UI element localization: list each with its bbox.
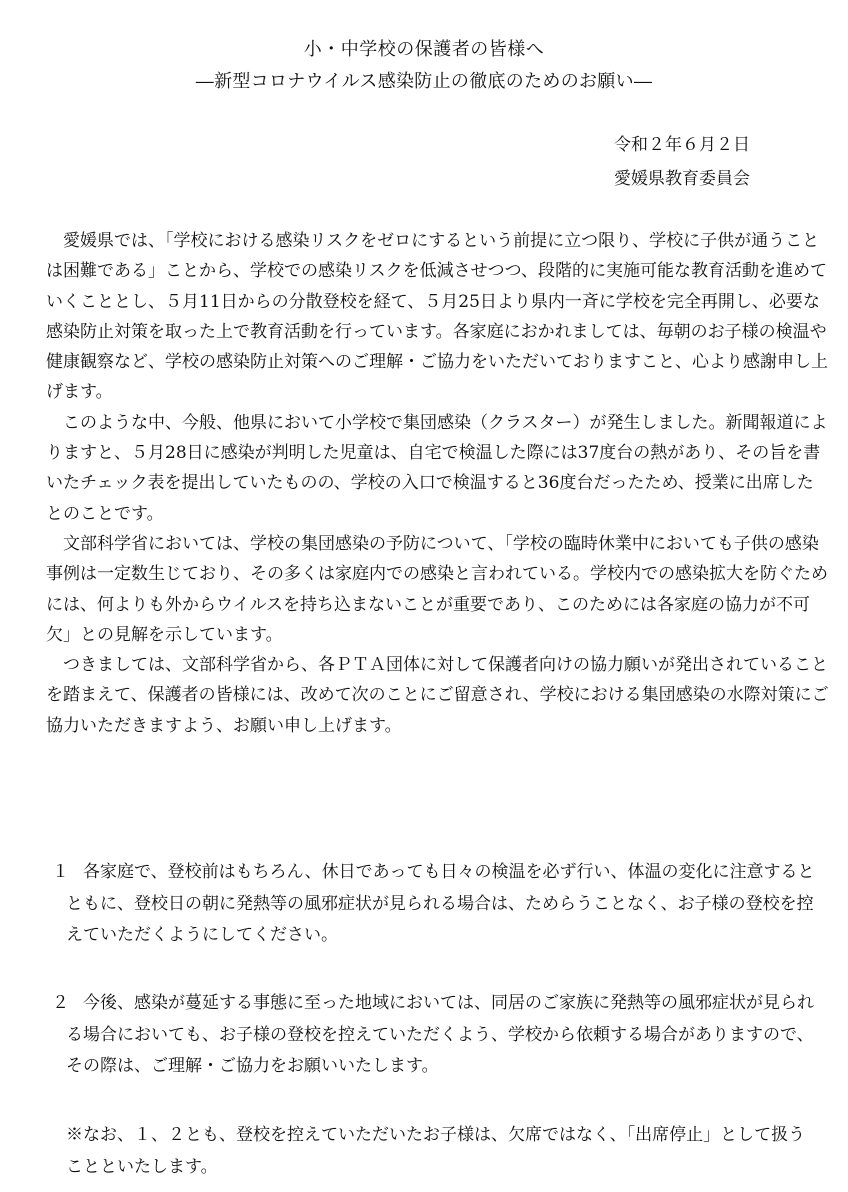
item-number: １ — [52, 862, 69, 882]
request-item-1 — [46, 857, 830, 952]
paragraph-request: つきましては、文部科学省から、各ＰＴＡ団体に対して保護者向けの協力願いが発出されていることを踏まえて、保護者の皆様には、改めて次のことにご留意され、学校における集団感染の水際対策にご協力いただきますよう、お願い申し上げます。 — [46, 655, 829, 736]
item-text: 各家庭で、登校前はもちろん、休日であっても日々の検温を必ず行い、体温の変化に注意するとともに、登校日の朝に発熱等の風邪症状が見られる場合は、ためらうことなく、お子様の登校を控えていただくようにしてください。 — [66, 862, 815, 945]
paragraph-mext-view: 文部科学省においては、学校の集団感染の予防について、「学校の臨時休業中においても子供の感染事例は一定数生じており、その多くは家庭内での感染と言われている。学校内での感染拡大を防ぐためには、何よりも外からウイルスを持ち込まないことが重要であり、このためには各家庭の協力が不可欠」との見解を示しています。 — [46, 533, 828, 645]
document-title: 小・中学校の保護者の皆様へ — [303, 39, 545, 60]
document-meta — [614, 128, 750, 196]
title-block — [0, 34, 848, 98]
request-item-2 — [46, 988, 830, 1083]
document-subtitle: ―新型コロナウイルス感染防止の徹底のためのお願い― — [195, 71, 653, 92]
item-text: 今後、感染が蔓延する事態に至った地域においては、同居のご家族に発熱等の風邪症状が見られる場合においても、お子様の登校を控えていただくよう、学校から依頼する場合がありますので、その際は、ご理解・ご協力をお願いいたします。 — [66, 993, 814, 1076]
issuer-name: 愛媛県教育委員会 — [614, 169, 750, 189]
item-number: ２ — [52, 993, 69, 1013]
paragraph-gratitude: 愛媛県では、「学校における感染リスクをゼロにするという前提に立つ限り、学校に子供が通うことは困難である」ことから、学校での感染リスクを低減させつつ、段階的に実施可能な教育活動を進めていくこととし、５月11日からの分散登校を経て、５月25日より県内一斉に学校を完全再開し、必要な感染防止対策を取った上で教育活動を行っています。各家庭におかれましては、毎朝のお子様の検温や健康観察など、学校の感染防止対策へのご理解・ご協力をいただいておりますこと、心より感謝申し上げます。 — [46, 231, 828, 403]
issue-date: 令和２年６月２日 — [614, 135, 750, 155]
body-text — [46, 226, 830, 741]
note-text: ※なお、１、２とも、登校を控えていただいたお子様は、欠席ではなく、「出席停止」として扱うことといたします。 — [66, 1125, 806, 1177]
paragraph-cluster-report: このような中、今般、他県において小学校で集団感染（クラスター）が発生しました。新聞報道によりますと、５月28日に感染が判明した児童は、自宅で検温した際には37度台の熱があり、その旨を書いたチェック表を提出していたものの、学校の入口で検温すると36度台だったため、授業に出席したとのことです。 — [46, 412, 828, 524]
